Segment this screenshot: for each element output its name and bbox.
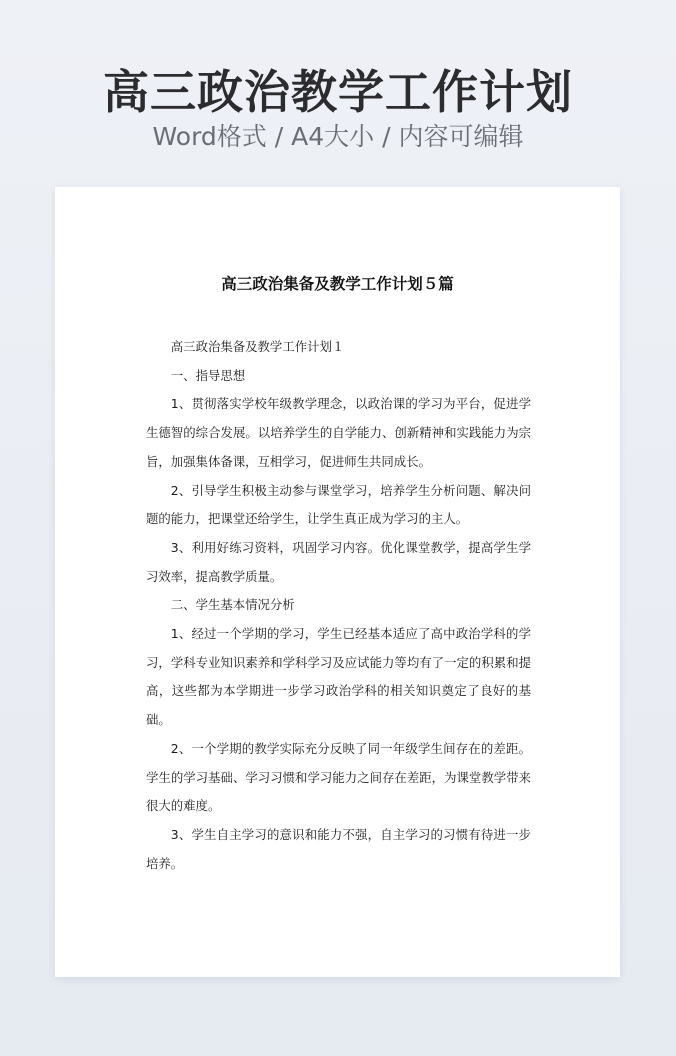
- document-page: [55, 187, 620, 977]
- paragraph: 3、利用好练习资料，巩固学习内容。优化课堂教学，提高学生学习效率，提高教学质量。: [146, 539, 531, 584]
- banner-subtitle: Word格式 / A4大小 / 内容可编辑: [152, 122, 524, 151]
- paragraph: 1、经过一个学期的学习，学生已经基本适应了高中政治学科的学习，学科专业知识素养和学科学习及应试能力等均有了一定的积累和提高，这些都为本学期进一步学习政治学科的相关知识奠定了良好的基础。: [146, 626, 531, 728]
- paragraph: 3、学生自主学习的意识和能力不强，自主学习的习惯有待进一步培养。: [146, 826, 531, 871]
- heading-student-analysis: 二、学生基本情况分析: [170, 597, 295, 613]
- paragraph: 1、贯彻落实学校年级教学理念，以政治课的学习为平台，促进学生德智的综合发展。以培养学生的自学能力、创新精神和实践能力为宗旨，加强集体备课，互相学习，促进师生共同成长。: [146, 396, 531, 469]
- banner-title: 高三政治教学工作计划: [103, 65, 573, 119]
- paragraph: 2、引导学生积极主动参与课堂学习，培养学生分析问题、解决问题的能力，把课堂还给学生，让学生真正成为学习的主人。: [146, 482, 531, 527]
- heading-guiding-thought: 一、指导思想: [170, 367, 246, 383]
- section-heading: 高三政治集备及教学工作计划１: [170, 339, 345, 354]
- paragraph: 2、一个学期的教学实际充分反映了同一年级学生间存在的差距。学生的学习基础、学习习惯和学习能力之间存在差距，为课堂教学带来很大的难度。: [146, 740, 531, 814]
- document-title: 高三政治集备及教学工作计划５篇: [221, 275, 454, 293]
- document-body: [146, 333, 531, 878]
